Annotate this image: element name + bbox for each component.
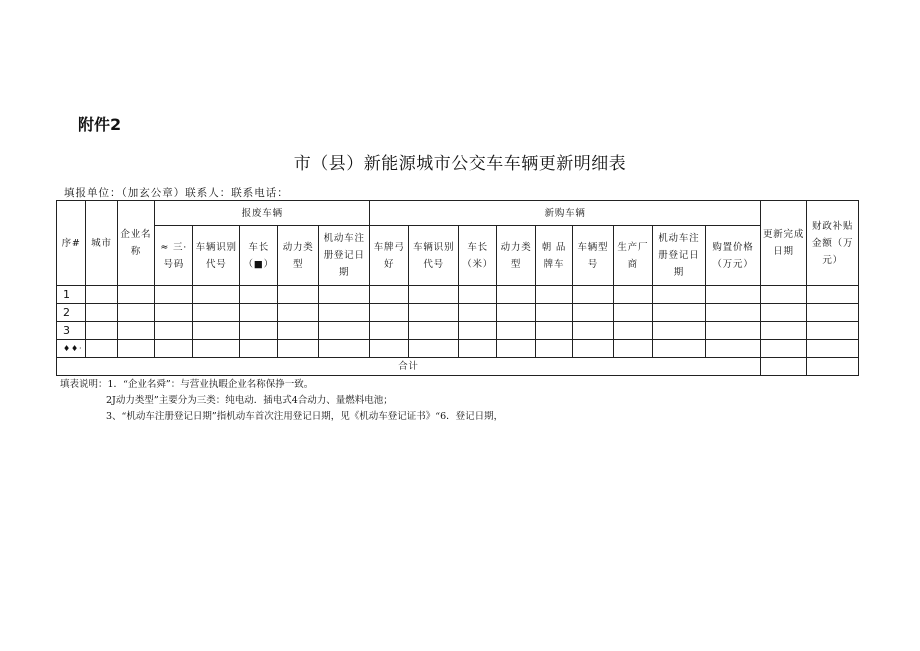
header-scrapped-vin: 车辆识别代号	[193, 226, 240, 286]
row-number: ♦♦·	[57, 340, 86, 358]
page-title: 市（县）新能源城市公交车车辆更新明细表	[293, 154, 627, 174]
header-new-group: 新购车辆	[370, 201, 760, 226]
header-new-price: 购置价格（万元）	[706, 226, 761, 286]
header-subsidy: 财政补贴金额（万元）	[807, 201, 859, 286]
note-line: 2J动力类型”主要分为三类：纯电动．插电式4合动力、量燃料电池；	[106, 395, 393, 406]
header-seq: 序#	[57, 201, 86, 286]
header-scrapped-plate: ≈ 三· 号码	[155, 226, 193, 286]
table-row	[57, 322, 859, 340]
header-new-maker: 生产厂商	[614, 226, 652, 286]
table-notes	[60, 377, 503, 425]
row-number: 1	[57, 286, 86, 304]
header-new-power: 动力类型	[496, 226, 535, 286]
vehicle-update-table	[56, 200, 859, 376]
row-number: 2	[57, 304, 86, 322]
total-label: 合计	[57, 358, 761, 376]
row-number: 3	[57, 322, 86, 340]
header-new-length: 车长（米）	[459, 226, 496, 286]
note-line: 填表说明：1．“企业名舜”：与营业执暇企业名称保挣一致。	[60, 379, 314, 390]
header-scrapped-reg-date: 机动车注册登记日期	[318, 226, 370, 286]
table-row	[57, 304, 859, 322]
table-row	[57, 286, 859, 304]
header-scrapped-length: 车长（■）	[240, 226, 278, 286]
header-company: 企业名称	[117, 201, 154, 286]
header-update-date: 更新完成日期	[760, 201, 807, 286]
header-new-model: 车辆型号	[572, 226, 613, 286]
fill-in-line: 填报单位：（加玄公章）联系人：联系电话：	[64, 187, 289, 199]
header-new-reg-date: 机动车注册登记日期	[652, 226, 706, 286]
attachment-label: 附件2	[78, 115, 122, 134]
header-scrapped-group: 报废车辆	[155, 201, 370, 226]
header-new-brand: 朝 品牌车	[536, 226, 572, 286]
table-row	[57, 340, 859, 358]
note-line: 3、“机动车注册登记日期”指机动车首次注用登记日期，见《机动车登记证书》“6．登记日期，	[106, 411, 504, 422]
total-row	[57, 358, 859, 376]
header-scrapped-power: 动力类型	[278, 226, 318, 286]
header-new-vin: 车辆识别代号	[408, 226, 459, 286]
header-new-plate: 车牌弓好	[370, 226, 408, 286]
header-city: 城市	[86, 201, 117, 286]
